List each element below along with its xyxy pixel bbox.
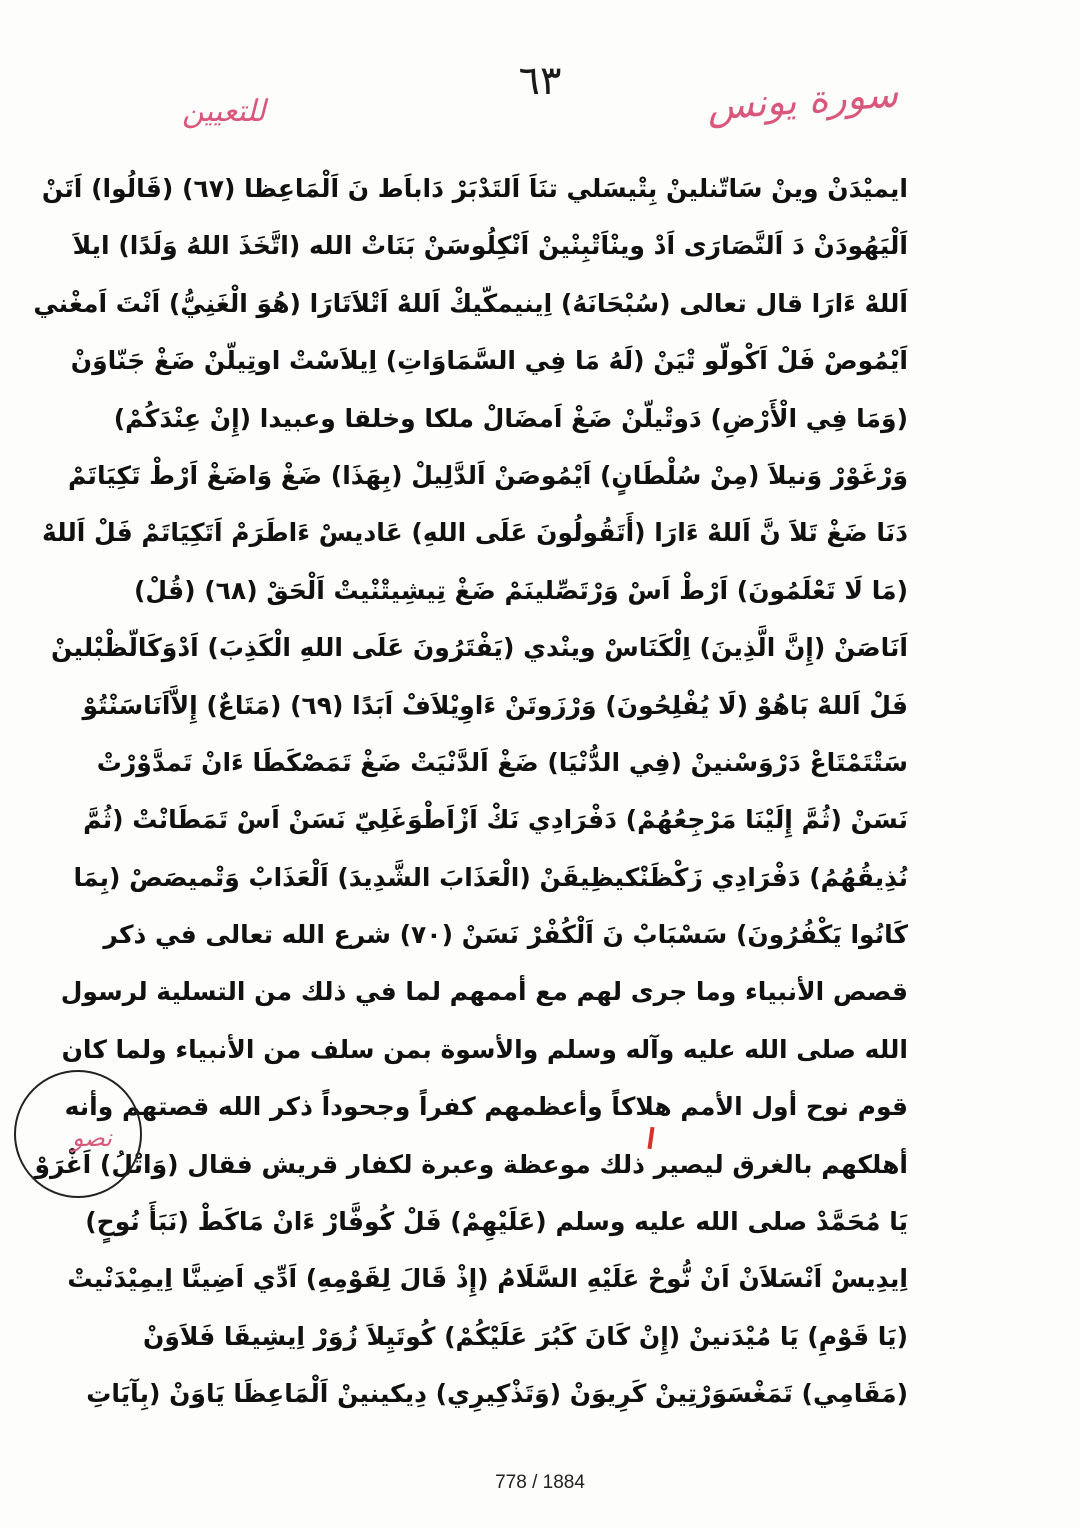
text-line: يَا مُحَمَّدْ صلى الله عليه وسلم (عَلَيْهِمْ) فَلْ كُوفَّارْ ءَانْ مَاكَطْ (نَبَأَ نُوحٍ)	[85, 1207, 908, 1237]
text-line: قصص الأنبياء وما جرى لهم مع أممهم لما في ذلك من التسلية لرسول	[60, 977, 908, 1007]
text-line: وَرْغَوْرْ وَنيلاَ (مِنْ سُلْطَانٍ) اَيْمُوصَنْ اَلدَّلِيلْ (بِهَذَا) ضَغْ وَاضَغْ اَرْطْ تَكِيَاتَمْ	[67, 460, 908, 490]
header-side-note-handwritten: للتعيين	[182, 94, 266, 129]
text-line: نَسَنْ (ثُمَّ إِلَيْنَا مَرْجِعُهُمْ) دَفْرَادِي نَكْ اَزْاَطْوَغَلِيّ نَسَنْ اَسْ تَمَطَانْتْ (ثُمَّ	[83, 805, 908, 835]
text-line: فَلْ اَللهْ بَاهُوْ (لَا يُفْلِحُونَ) وَرْزَوتَنْ ءَاوِيْلاَفْ اَبَدًا (٦٩) (مَتَاعٌ) إِلاَّاَنَاسَنْتُوْ	[82, 690, 908, 720]
pagination-indicator: 778 / 1884	[495, 1472, 585, 1493]
page-number: ٦٣	[518, 58, 562, 104]
text-line: (مَقَامِي) تَمَغْسَوَرْتِينْ كَرِيوَنْ (وَتَذْكِيرِي) دِيكينينْ اَلْمَاعِظَا يَاوَنْ (بِآيَاتِ	[86, 1379, 908, 1409]
text-line: دَنَا ضَغْ تَلاَ نَّ اَللهْ ءَارَا (أَتَقُولُونَ عَلَى اللهِ) عَاديسْ ءَاطَرَمْ اَتَكِيَاتَمْ فَلْ اَللهْ	[42, 518, 908, 548]
surah-title-handwritten: سورة يونس	[705, 71, 900, 129]
text-line: أهلكهم بالغرق ليصير ذلك موعظة وعبرة لكفار قريش فقال (وَاتْلُ) اَغْرَوْ	[34, 1149, 908, 1179]
text-line: اَلْيَهُودَنْ دَ اَلنَّصَارَى اَدْ وينْاَتْبِنْينْ اَنْكِلُوسَنْ بَنَاتْ الله (اتَّخَذَ اللهُ وَلَدًا) ايلاَ	[72, 231, 908, 261]
text-line: قوم نوح أول الأمم هلاكاً وأعظمهم كفراً وجحوداً ذكر الله قصتهم وأنه	[64, 1092, 908, 1122]
text-line: ايميْدَنْ وينْ سَاتّنلينْ بِتْيسَلي تنَاَ اَلتَدْبَرْ دَاباَط نَ اَلْمَاعِظا (٦٧) (قَالُوا) اَتَنْ	[41, 174, 908, 203]
text-line: اِيدِيسْ اَنْسَلاَنْ اَنْ نُّوحْ عَلَيْهِ السَّلَامُ (إِذْ قَالَ لِقَوْمِهِ) اَدِّي اَضِينَّا اِيمِيْدَنْيتْ	[67, 1264, 908, 1294]
text-line: نُذِيقُهُمُ) دَفْرَادِي زَكْظَنْكيظِيقَنْ (الْعَذَابَ الشَّدِيدَ) اَلْعَذَابْ وَتْميصَصْ (بِمَا	[73, 862, 908, 892]
text-line: اَيْمُوصْ فَلْ اَكْولّو تْيَنْ (لَهُ مَا فِي السَّمَاوَاتِ) اِيلاَسْتْ اوتِيلّنْ ضَغْ جَنّاوَنْ	[70, 346, 908, 376]
text-line: (مَا لَا تَعْلَمُونَ) اَرْطْ اَسْ وَرْتَصِّلينَمْ ضَغْ تِيشِيتْنْيتْ اَلْحَقْ (٦٨) (قُلْ)	[134, 575, 908, 605]
text-line: اَللهْ ءَارَا قال تعالى (سُبْحَانَهُ) اِينيمكّيكْ اَللهْ اَتْلاَتَارَا (هُوَ الْغَنِيُّ) اَنْتَ اَمغْني	[33, 288, 908, 318]
text-line: سَتْتَمْتَاعْ دَرْوَسْنينْ (فِي الدُّنْيَا) ضَغْ اَلدَّنْيَتْ ضَغْ تَمَصْكَطَا ءَانْ تَمدَّوْرْتْ	[96, 747, 908, 777]
text-line: (يَا قَوْمِ) يَا مُيْدَنينْ (إِنْ كَانَ كَبُرَ عَلَيْكُمْ) كُوتَيِلاَ زُوَرْ اِيشِيقَا فَلاَوَنْ	[143, 1321, 908, 1351]
text-line: كَانُوا يَكْفُرُونَ) سَسْبَابْ نَ اَلْكُفْرْ نَسَنْ (٧٠) شرع الله تعالى في ذكر	[103, 920, 908, 950]
text-line: اَنَاصَنْ (إِنَّ الَّذِينَ) اِلْكَنَاسْ وينْدي (يَفْتَرُونَ عَلَى اللهِ الْكَذِبَ) اَدْوَكَالّظْبْلينْ	[51, 633, 908, 663]
text-line: (وَمَا فِي الْأَرْضِ) دَوتْيلّنْ ضَغْ اَمضَالْ ملكا وخلقا وعبيدا (إِنْ عِنْدَكُمْ)	[113, 403, 908, 433]
text-line: الله صلى الله عليه وآله وسلم والأسوة بمن سلف من الأنبياء ولما كان	[61, 1034, 908, 1064]
margin-note-handwritten: نصو	[72, 1124, 112, 1152]
